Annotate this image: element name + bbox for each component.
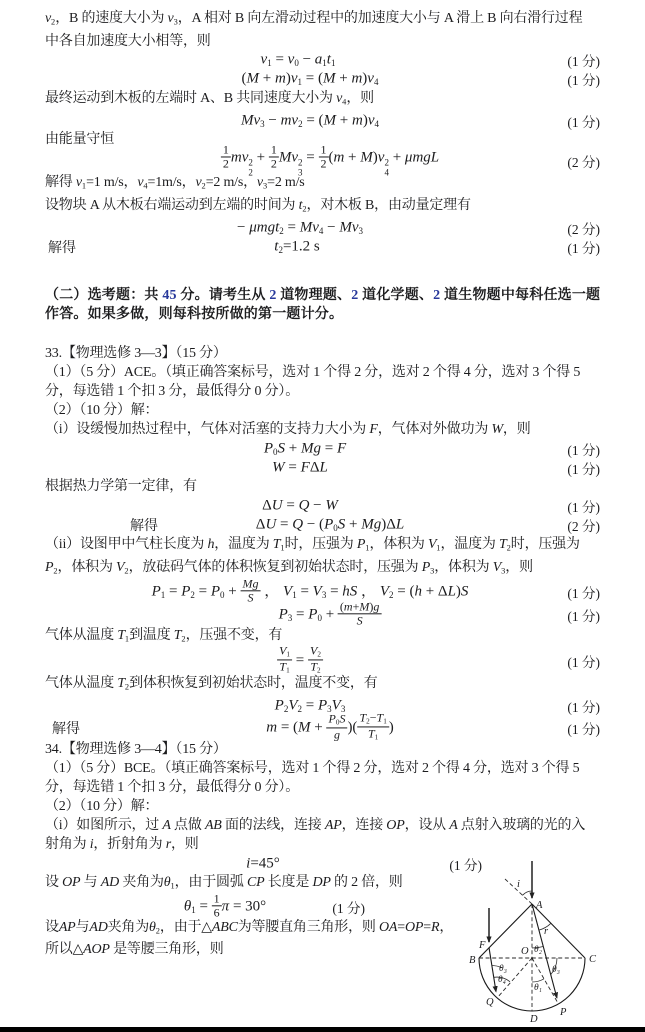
text-line: 最终运动到木板的左端时 A、B 共同速度大小为 v4，则 xyxy=(45,90,374,107)
equation: θ1 = $\frac{1}{6}$ π = 30° xyxy=(183,890,267,920)
fraction: $\frac{1}{2}$ xyxy=(222,142,229,171)
optics-figure xyxy=(455,851,645,1027)
text-line: （1）（5 分）ACE。（填正确答案标号，选对 1 个得 2 分，选对 2 个得 4 分，选对 3 个得 5 xyxy=(45,365,581,381)
equation: ΔU = Q − W xyxy=(262,497,338,514)
equation: P3 = P0 + $\frac{(m+M)g}{S}$ xyxy=(278,598,380,628)
equation: i=45° xyxy=(246,855,280,872)
equation-line xyxy=(0,51,645,70)
page-bottom-edge xyxy=(0,1027,645,1032)
equation-line xyxy=(0,710,645,742)
equation-line xyxy=(0,598,645,628)
score-badge: (1 分) xyxy=(567,54,600,70)
score-badge: (2 分) xyxy=(567,519,600,535)
label-i: i xyxy=(517,879,520,890)
text-line: 分，每选错 1 个扣 3 分，最低得分 0 分）。 xyxy=(45,384,299,400)
text-line: （i）设缓慢加热过程中，气体对活塞的支持力大小为 F，气体对外做功为 W，则 xyxy=(45,422,531,438)
equation: (M + m)v1 = (M + m)v4 xyxy=(241,70,379,88)
text-line: 设 OP 与 AD 夹角为θ1，由于圆弧 CP 长度是 DP 的 2 倍，则 xyxy=(45,875,403,891)
equation-line xyxy=(0,458,645,477)
score-badge: (1 分) xyxy=(567,585,600,601)
equation-line xyxy=(0,111,645,130)
text-line: （二）选考题：共 45 分。请考生从 2 道物理题、2 道化学题、2 道生物题中每科任选一题 xyxy=(45,288,601,304)
equation: Mv3 − mv2 = (M + m)v4 xyxy=(240,112,380,129)
text-line: （1）（5 分）BCE。（填正确答案标号，选对 1 个得 2 分，选对 2 个得 4 分，选对 3 个得 5 xyxy=(45,761,580,777)
angle-arc-theta1 xyxy=(532,979,544,982)
text-line: 分，每选错 1 个扣 3 分，最低得分 0 分）。 xyxy=(45,780,299,796)
fraction: $\frac{Mg}{S}$ xyxy=(242,575,259,605)
text-line: 气体从温度 T2到体积恢复到初始状态时，温度不变，有 xyxy=(45,675,378,692)
text-line: 设AP与AD夹角为θ2，由于△ABC为等腰直角三角形，则 OA=OP=R， xyxy=(45,919,454,936)
label-O: O xyxy=(521,946,529,957)
score-badge: (2 分) xyxy=(567,155,600,171)
optics-diagram xyxy=(455,851,645,1027)
score-badge: (1 分) xyxy=(567,461,600,477)
label-D: D xyxy=(530,1014,538,1025)
equation: P1 = P2 = P0 + $\frac{Mg}{S}$ ， V1 = V3 = hS ， V2 = (h + ΔL)S xyxy=(151,575,469,605)
fraction: $\frac{1}{6}$ xyxy=(213,890,220,920)
text-line: （i）如图所示，过 A 点做 AB 面的法线，连接 AP，连接 OP，设从 A 点射入玻璃的光的入 xyxy=(45,818,586,834)
text-line: 由能量守恒 xyxy=(45,132,114,148)
score-badge: (1 分) xyxy=(567,608,600,624)
score-badge: (1 分) xyxy=(567,499,600,515)
text-line: 设物块 A 从木板右端运动到左端的时间为 t2，对木板 B，由动量定理有 xyxy=(45,197,471,214)
solve-label: 解得 xyxy=(52,721,80,737)
score-badge: (1 分) xyxy=(567,240,600,256)
score-badge: (2 分) xyxy=(567,221,600,237)
label-r: r xyxy=(544,926,549,937)
label-theta1: θ₁ xyxy=(534,983,542,993)
score-badge: (1 分) xyxy=(449,857,482,873)
label-theta2: θ₂ xyxy=(534,945,542,955)
text-line: 气体从温度 T1到温度 T2，压强不变，有 xyxy=(45,628,283,644)
fraction: $\frac{1}{2}$ xyxy=(320,142,327,171)
label-P: P xyxy=(560,1007,567,1018)
sub-sup: 2 3 xyxy=(297,157,303,178)
equation-line xyxy=(0,496,645,515)
equation: v1 = v0 − a1t1 xyxy=(260,51,336,69)
text-line: 33.【物理选修 3—3】（15 分） xyxy=(45,346,227,362)
text-line: （2）（10 分）解： xyxy=(45,799,159,815)
text-line: （2）（10 分）解： xyxy=(45,403,159,419)
text-line: 34.【物理选修 3—4】（15 分） xyxy=(45,742,227,758)
equation-line xyxy=(0,575,645,605)
fraction: $\frac{V2}{T2}$ xyxy=(309,643,321,675)
equation-line xyxy=(0,218,645,237)
label-A: A xyxy=(536,900,543,911)
text-line: 作答。如果多做，则每科按所做的第一题计分。 xyxy=(45,307,344,323)
text-line: 射角为 i，折射角为 r，则 xyxy=(45,837,199,853)
text-line: 根据热力学第一定律，有 xyxy=(45,479,197,495)
fraction: $\frac{V1}{T1}$ xyxy=(279,643,291,675)
equation: $\frac{V1}{T1}$ = $\frac{V2}{T2}$ xyxy=(279,643,321,675)
score-badge: (1 分) xyxy=(567,114,600,130)
fraction: $\frac{1}{2}$ xyxy=(270,142,277,171)
equation-line xyxy=(0,515,645,535)
equation-line xyxy=(0,439,645,458)
text-line: v2，B 的速度大小为 v3，A 相对 B 向左滑动过程中的加速度大小与 A 滑上 B 向右滑行过程 xyxy=(45,11,583,27)
equation: − μmgt2 = Mv4 − Mv3 xyxy=(237,219,363,236)
text-line: 所以△AOP 是等腰三角形，则 xyxy=(45,942,224,958)
fraction: $\frac{(m+M)g}{S}$ xyxy=(339,598,380,628)
text-line: （ii）设图甲中气柱长度为 h，温度为 T1时，压强为 P1，体积为 V1，温度为 T2时，压强为 xyxy=(45,537,580,553)
equation: P0S + Mg = F xyxy=(263,440,347,457)
text-line: P2，体积为 V2，放砝码气体的体积恢复到初始状态时，压强为 P3，体积为 V3，则 xyxy=(45,559,533,576)
score-badge: (1 分) xyxy=(567,73,600,89)
fraction: $\frac{T2-T1}{T1}$ xyxy=(359,710,387,742)
equation: $\frac{1}{2}$ mv 2 2 + $\frac{1}{2}$ Mv 2 3 = $\frac{1}{2}$ (m + M)v 2 4 + μmgL xyxy=(222,142,440,178)
sub-sup: 2 4 xyxy=(384,157,389,178)
label-Q: Q xyxy=(486,997,494,1008)
fraction: $\frac{P0S}{g}$ xyxy=(328,710,346,742)
equation: t2=1.2 s xyxy=(274,238,320,255)
equation-line xyxy=(0,237,645,256)
score-badge: (1 分) xyxy=(567,442,600,458)
label-C: C xyxy=(589,954,597,965)
equation: W = FΔL xyxy=(272,459,328,476)
score-badge: (1 分) xyxy=(332,900,365,916)
solve-label: 解得 xyxy=(48,240,76,256)
center-O-dot xyxy=(531,957,533,959)
score-badge: (1 分) xyxy=(567,721,600,737)
text-line: 中各自加速度大小相等，则 xyxy=(45,33,211,49)
equation-line xyxy=(0,643,645,675)
solve-label: 解得 xyxy=(130,519,158,535)
equation: P2V2 = P3V3 xyxy=(274,697,346,714)
score-badge: (1 分) xyxy=(567,655,600,671)
angle-arc-i xyxy=(523,891,533,895)
label-F: F xyxy=(479,940,486,951)
label-theta3-left: θ₃ xyxy=(499,964,507,974)
score-badge: (1 分) xyxy=(567,699,600,715)
label-theta4: θ₄ xyxy=(498,975,506,985)
equation-line xyxy=(0,70,645,89)
equation: m = (M + $\frac{P0S}{g}$ )( $\frac{T2-T1}{T1}$ ) xyxy=(266,710,394,742)
label-theta3-right: θ₃ xyxy=(552,965,560,975)
refracted-ray-FQ xyxy=(489,948,496,992)
label-B: B xyxy=(469,955,476,966)
sub-sup: 2 2 xyxy=(248,157,253,178)
text-line: 解得 v1=1 m/s，v4=1m/s，v2=2 m/s，v3=2 m/s xyxy=(45,175,305,191)
equation-line xyxy=(0,142,645,178)
equation: ΔU = Q − (P0S + Mg)ΔL xyxy=(255,516,405,534)
